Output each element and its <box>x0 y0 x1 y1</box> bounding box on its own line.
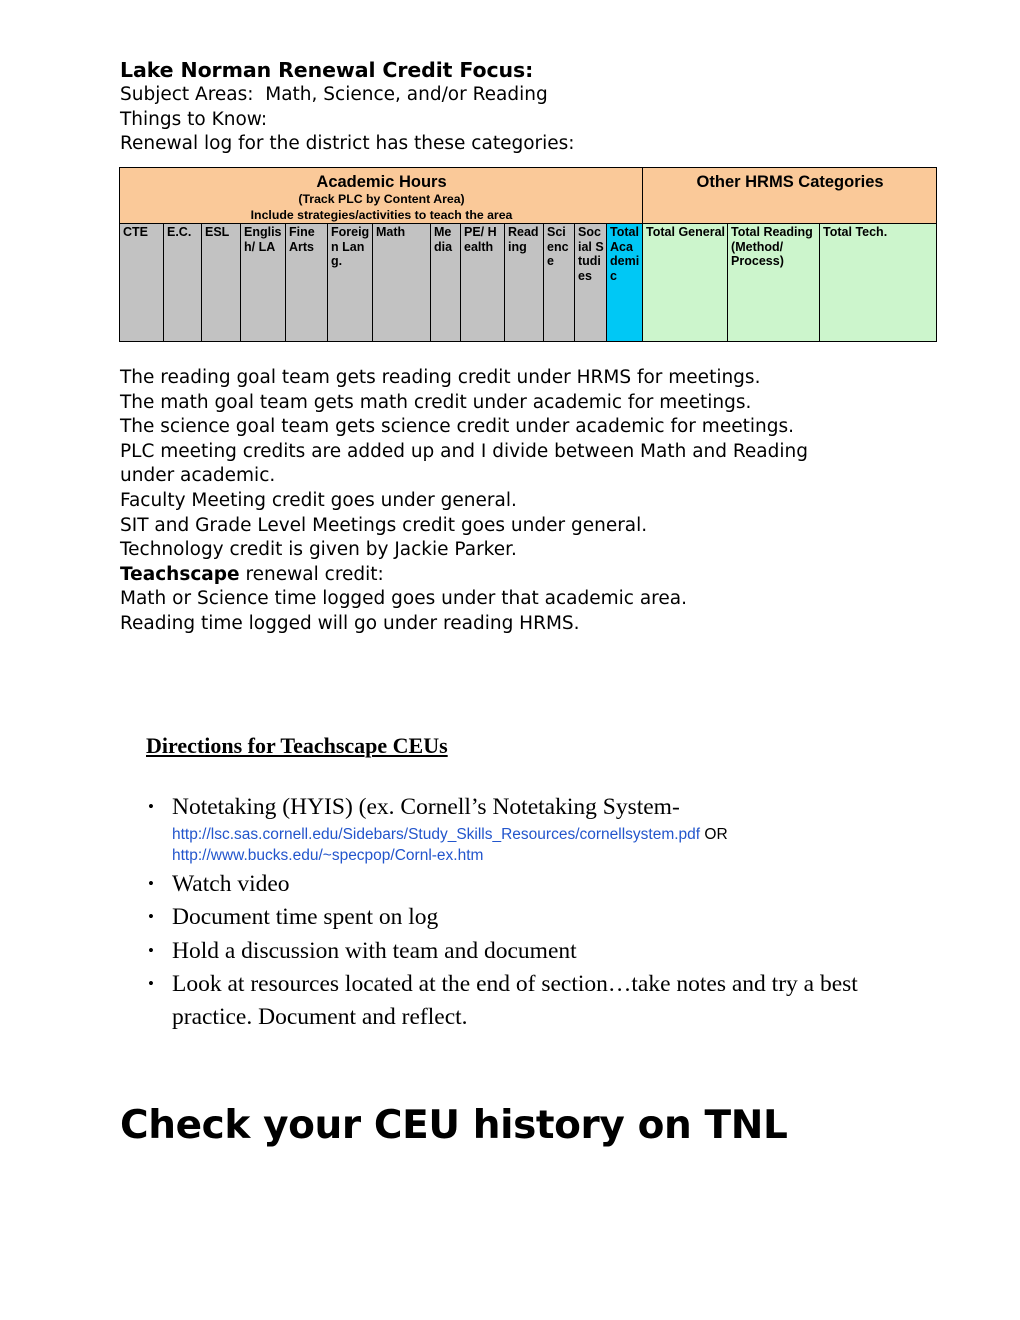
column-header-math: Math <box>373 224 431 342</box>
note-line: Technology credit is given by Jackie Parker. <box>120 539 517 561</box>
bullet-text: Watch video <box>172 870 290 897</box>
notes-block <box>120 366 950 637</box>
column-header-total-tech: Total Tech. <box>820 224 937 342</box>
bullet-text: Hold a discussion with team and document <box>172 937 577 964</box>
column-header-foreign-language: Foreign Lang. <box>328 224 373 342</box>
link-bucks-cornl-ex[interactable]: http://www.bucks.edu/~specpop/Cornl-ex.htm <box>172 847 484 864</box>
group-header-academic-hours <box>120 168 643 224</box>
note-teachscape-rest: renewal credit: <box>239 563 384 585</box>
document-header <box>120 58 940 157</box>
note-line: Math or Science time logged goes under that academic area. <box>120 588 687 610</box>
list-item <box>120 901 920 934</box>
page-title: Lake Norman Renewal Credit Focus: <box>120 58 534 82</box>
column-header-cte: CTE <box>120 224 164 342</box>
note-line: under academic. <box>120 465 276 487</box>
note-line: The reading goal team gets reading credit under HRMS for meetings. <box>120 367 761 388</box>
column-header-esl: ESL <box>202 224 241 342</box>
intro-line-renewal-log: Renewal log for the district has these categories: <box>120 133 575 154</box>
column-header-total-general: Total General <box>643 224 728 342</box>
column-header-fine-arts: Fine Arts <box>286 224 328 342</box>
note-line-teachscape <box>120 563 950 588</box>
group-header-hrms-title: Other HRMS Categories <box>696 173 884 191</box>
intro-line-things-to-know: Things to Know: <box>120 108 268 130</box>
table-group-header-row <box>120 168 937 224</box>
bullet-text: Document time spent on log <box>172 904 439 930</box>
column-header-english-la: English/ LA <box>241 224 286 342</box>
bullet-url-row-2 <box>172 845 920 867</box>
list-item <box>120 935 920 968</box>
bullet-text: Notetaking (HYIS) (ex. Cornell’s Notetaking System- <box>172 794 680 820</box>
list-item <box>120 868 920 901</box>
note-bold-teachscape: Teachscape <box>120 563 240 585</box>
note-line: The science goal team gets science credit under academic for meetings. <box>120 416 794 438</box>
directions-bullet-list <box>120 791 920 1034</box>
group-header-academic-title: Academic Hours <box>316 173 447 191</box>
note-line: SIT and Grade Level Meetings credit goes under general. <box>120 514 648 536</box>
link-cornell-system[interactable]: http://lsc.sas.cornell.edu/Sidebars/Study_Skills_Resources/cornellsystem.pdf <box>172 825 701 843</box>
closing-headline: Check your CEU history on TNL <box>120 1103 788 1148</box>
group-header-academic-sub2: Include strategies/activities to teach the area <box>250 207 513 222</box>
column-header-pe-health: PE/ Health <box>461 224 505 342</box>
renewal-categories-table <box>119 167 937 342</box>
group-header-other-hrms <box>643 168 937 224</box>
intro-line-subject-areas: Subject Areas: Math, Science, and/or Reading <box>120 84 548 105</box>
group-header-academic-sub1: (Track PLC by Content Area) <box>298 192 465 206</box>
directions-heading: Directions for Teachscape CEUs <box>146 733 448 758</box>
note-line: The math goal team gets math credit under academic for meetings. <box>120 391 752 413</box>
column-header-reading: Reading <box>505 224 544 342</box>
column-header-total-academic: Total Academic <box>607 224 643 342</box>
bullet-text: Look at resources located at the end of section…take notes and try a best practice. Document and reflect. <box>172 971 858 1030</box>
note-line: PLC meeting credits are added up and I divide between Math and Reading <box>120 440 808 462</box>
column-header-science: Science <box>544 224 575 342</box>
list-item <box>120 968 920 1033</box>
column-header-social-studies: Social Studies <box>575 224 607 342</box>
bullet-url-row <box>172 824 920 846</box>
column-header-media: Media <box>431 224 461 342</box>
table-column-header-row <box>120 224 937 342</box>
url-separator-or: OR <box>700 825 728 843</box>
note-line: Faculty Meeting credit goes under general. <box>120 489 517 511</box>
column-header-total-reading: Total Reading (Method/ Process) <box>728 224 820 342</box>
note-line: Reading time logged will go under reading HRMS. <box>120 612 580 634</box>
column-header-ec: E.C. <box>164 224 202 342</box>
list-item <box>120 791 920 867</box>
